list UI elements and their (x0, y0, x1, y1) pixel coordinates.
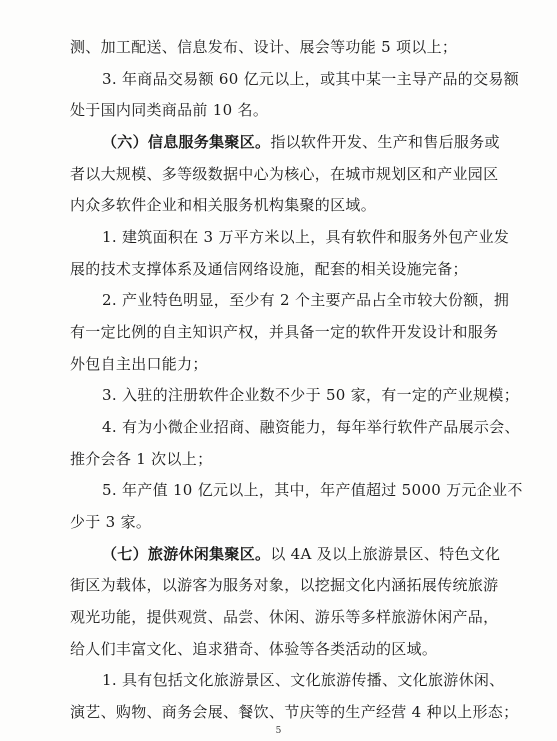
line-text: 指以软件开发、生产和售后服务或 (270, 133, 500, 151)
line-text: 3. 年商品交易额 60 亿元以上，或其中某一主导产品的交易额 (102, 70, 520, 88)
line-text: 内众多软件企业和相关服务机构集聚的区域。 (70, 196, 377, 214)
text-line (102, 135, 500, 150)
line-text: 街区为载体，以游客为服务对象，以挖掘文化内涵拓展传统旅游 (70, 576, 499, 594)
line-text: 5. 年产值 10 亿元以上，其中，年产值超过 5000 万元企业不 (102, 481, 523, 499)
line-text: 处于国内同类商品前 10 名。 (70, 101, 269, 119)
line-text: 者以大规模、多等级数据中心为核心，在城市规划区和产业园区 (70, 165, 499, 183)
line-text: 演艺、购物、商务会展、餐饮、节庆等的生产经营 4 种以上形态； (70, 703, 519, 721)
line-text: 有一定比例的自主知识产权，并具备一定的软件开发设计和服务 (70, 323, 499, 341)
text-line (70, 452, 212, 467)
text-line (102, 673, 504, 688)
line-text: 4. 有为小微企业招商、融资能力，每年举行软件产品展示会、 (102, 418, 520, 436)
line-text: 以 4A 及以上旅游景区、特色文化 (270, 545, 501, 563)
text-line (70, 262, 468, 277)
text-line (70, 325, 498, 340)
section-heading: （七）旅游休闲集聚区。 (102, 545, 271, 563)
line-text: 展的技术支撑体系及通信网络设施，配套的相关设施完备； (70, 260, 468, 278)
text-line (70, 167, 498, 182)
text-line (70, 198, 376, 213)
text-line (102, 72, 519, 87)
text-line (102, 547, 500, 562)
text-line (70, 357, 208, 372)
text-line (102, 230, 509, 245)
text-line (70, 103, 268, 118)
text-line (70, 40, 457, 55)
line-text: 1. 建筑面积在 3 万平方米以上，具有软件和服务外包产业发 (102, 228, 510, 246)
text-line (102, 388, 519, 403)
section-heading: （六）信息服务集聚区。 (102, 133, 271, 151)
line-text: 外包自主出口能力； (70, 355, 208, 373)
text-line (70, 515, 151, 530)
text-line (70, 610, 498, 625)
line-text: 1. 具有包括文化旅游景区、文化旅游传播、文化旅游休闲、 (102, 671, 505, 689)
line-text: 观光功能，提供观赏、品尝、休闲、游乐等多样旅游休闲产品， (70, 608, 499, 626)
line-text: 测、加工配送、信息发布、设计、展会等功能 5 项以上； (70, 38, 458, 56)
text-line (102, 483, 523, 498)
line-text: 2. 产业特色明显，至少有 2 个主要产品占全市较大份额，拥 (102, 291, 510, 309)
text-line (102, 420, 520, 435)
text-line (102, 293, 509, 308)
line-text: 推介会各 1 次以上； (70, 450, 213, 468)
text-line (70, 705, 518, 720)
line-text: 给人们丰富文化、追求猎奇、体验等各类活动的区域。 (70, 640, 438, 658)
text-line (70, 642, 437, 657)
page-number: 5 (275, 726, 282, 736)
text-line (70, 578, 498, 593)
line-text: 少于 3 家。 (70, 513, 152, 531)
line-text: 3. 入驻的注册软件企业数不少于 50 家，有一定的产业规模； (102, 386, 520, 404)
